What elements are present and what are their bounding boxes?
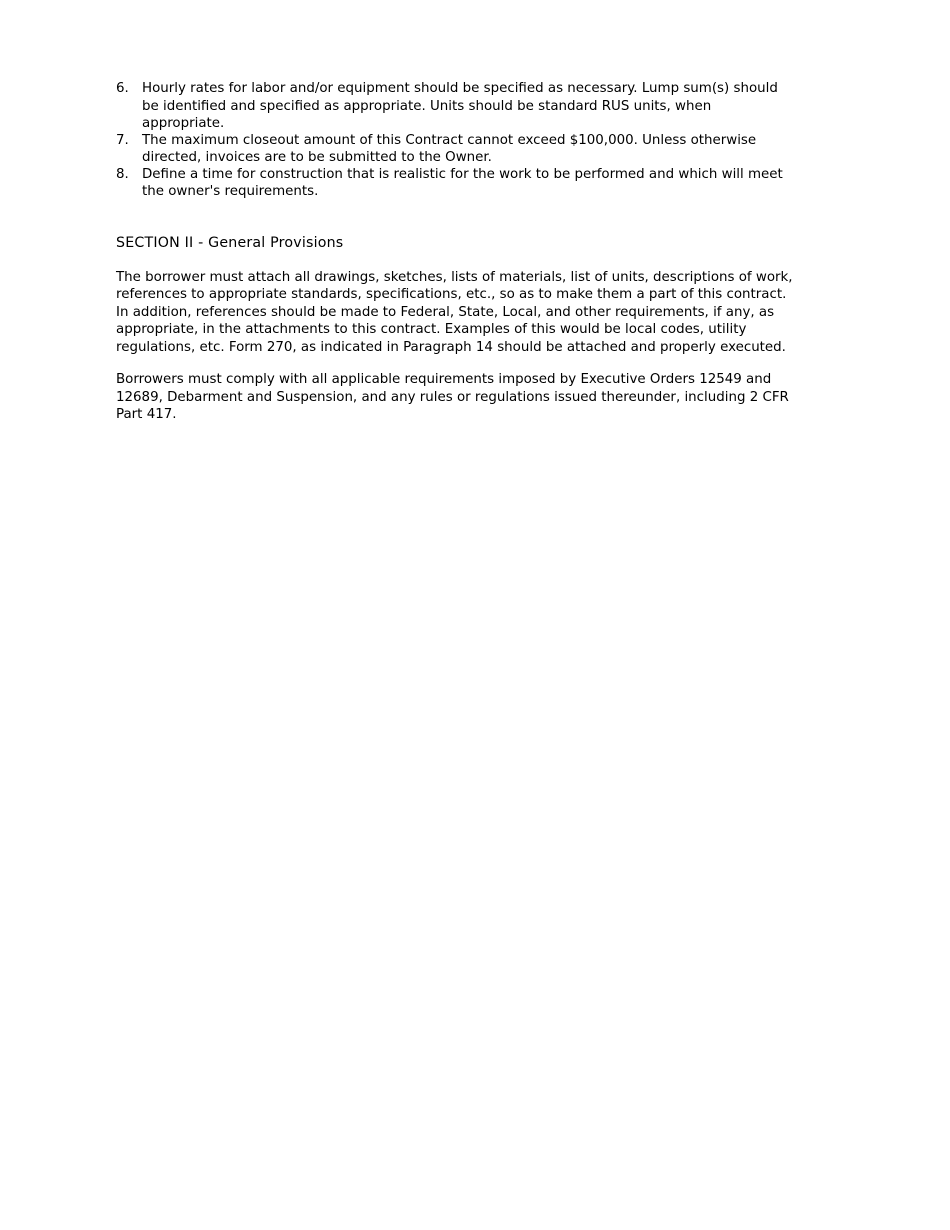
list-item — [116, 132, 796, 167]
list-item — [116, 80, 796, 133]
section-paragraph: The borrower must attach all drawings, sketches, lists of materials, list of units, descriptions of work, references to appropriate standards, specifications, etc., so as to make them a part of this contract. In addition, references should be made to Federal, State, Local, and other requirements, if any, as appropriate, in the attachments to this contract. Examples of this would be local codes, utility regulations, etc. Form 270, as indicated in Paragraph 14 should be attached and properly executed. — [116, 269, 793, 355]
document-page — [116, 80, 796, 424]
list-item-number: 6. — [116, 81, 129, 96]
section-heading: SECTION II - General Provisions — [116, 234, 344, 251]
list-item-text: The maximum closeout amount of this Contract cannot exceed $100,000. Unless otherwise directed, invoices are to be submitted to the Owner. — [142, 132, 757, 165]
list-item-number: 8. — [116, 166, 129, 182]
list-item-text: Hourly rates for labor and/or equipment should be specified as necessary. Lump sum(s) should be identified and specified as appropriate. Units should be standard RUS units, when appropriate. — [142, 81, 778, 131]
numbered-instructions-list — [116, 80, 796, 201]
list-item-number: 7. — [116, 132, 129, 148]
list-item — [116, 166, 796, 201]
list-item-text: Define a time for construction that is realistic for the work to be performed and which will meet the owner's requirements. — [142, 166, 783, 199]
section-paragraph: Borrowers must comply with all applicable requirements imposed by Executive Orders 12549 and 12689, Debarment and Suspension, and any rules or regulations issued thereunder, including 2 CFR Part 417. — [116, 372, 789, 422]
